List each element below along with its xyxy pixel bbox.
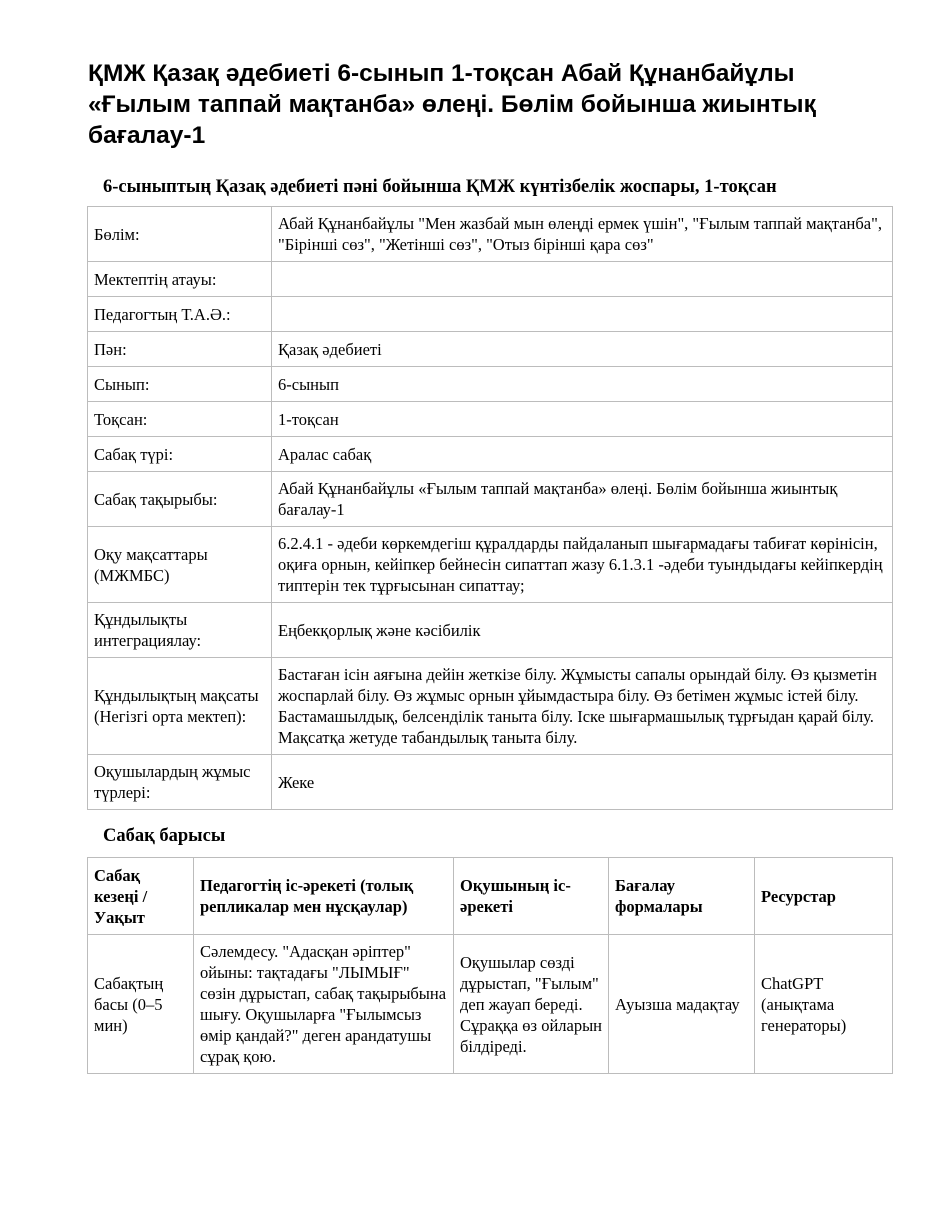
info-value: Бастаған ісін аяғына дейін жеткізе білу. Жұмысты сапалы орындай білу. Өз қызметін жоспарлай білу. Өз жұмыс орнын ұйымдастыра білу. Өз бетімен жұмыс істей білу. Бастамашылдық, белсенділік таныта білу. Іске шығармашылық тұрғыдан қарай білу. Мақсатқа жетуде табандылық таныта білу.: [272, 658, 893, 755]
table-row: [88, 297, 893, 332]
info-value: 1-тоқсан: [272, 402, 893, 437]
lesson-flow-heading: Сабақ барысы: [103, 826, 226, 846]
info-value: Абай Құнанбайұлы «Ғылым таппай мақтанба» өлеңі. Бөлім бойынша жиынтық бағалау-1: [272, 472, 893, 527]
info-label: Пән:: [88, 332, 272, 367]
lesson-info-table: [87, 206, 893, 810]
resources-cell: ChatGPT (анықтама генераторы): [755, 935, 893, 1074]
info-label: Құндылықтың мақсаты (Негізгі орта мектеп):: [88, 658, 272, 755]
column-header-resources: Ресурстар: [755, 858, 893, 935]
table-row: [88, 367, 893, 402]
info-value: Еңбекқорлық және кәсібилік: [272, 603, 893, 658]
info-label: Мектептің атауы:: [88, 262, 272, 297]
table-row: [88, 332, 893, 367]
column-header-assessment: Бағалау формалары: [609, 858, 755, 935]
info-label: Бөлім:: [88, 207, 272, 262]
info-value: Абай Құнанбайұлы "Мен жазбай мын өлеңді ермек үшін", "Ғылым таппай мақтанба", "Бірінші сөз", "Жетінші сөз", "Отыз бірінші қара сөз": [272, 207, 893, 262]
info-label: Тоқсан:: [88, 402, 272, 437]
info-label: Оқушылардың жұмыс түрлері:: [88, 755, 272, 810]
table-row: [88, 472, 893, 527]
document-title: ҚМЖ Қазақ әдебиеті 6-сынып 1-тоқсан Абай Құнанбайұлы «Ғылым таппай мақтанба» өлеңі. Бөлім бойынша жиынтық бағалау-1: [88, 60, 816, 149]
info-value: 6-сынып: [272, 367, 893, 402]
table-row: [88, 207, 893, 262]
table-row: [88, 603, 893, 658]
assessment-cell: Ауызша мадақтау: [609, 935, 755, 1074]
teacher-activity-cell: Сәлемдесу. "Адасқан әріптер" ойыны: тақтадағы "ЛЫМЫҒ" сөзін дұрыстап, сабақ тақырыбына шығу. Оқушыларға "Ғылымсыз өмір қандай?" деген арандатушы сұрақ қою.: [194, 935, 454, 1074]
info-value: Жеке: [272, 755, 893, 810]
column-header-student: Оқушының іс-әрекеті: [454, 858, 609, 935]
table-row: [88, 935, 893, 1074]
column-header-stage: Сабақ кезеңі / Уақыт: [88, 858, 194, 935]
table-row: [88, 658, 893, 755]
info-label: Сабақ тақырыбы:: [88, 472, 272, 527]
info-label: Сабақ түрі:: [88, 437, 272, 472]
info-value: Қазақ әдебиеті: [272, 332, 893, 367]
info-label: Оқу мақсаттары (МЖМБС): [88, 527, 272, 603]
table-header-row: [88, 858, 893, 935]
info-value: Аралас сабақ: [272, 437, 893, 472]
column-header-teacher: Педагогтің іс-әрекеті (толық репликалар мен нұсқаулар): [194, 858, 454, 935]
student-activity-cell: Оқушылар сөзді дұрыстап, "Ғылым" деп жауап береді. Сұраққа өз ойларын білдіреді.: [454, 935, 609, 1074]
table-row: [88, 402, 893, 437]
info-value: [272, 262, 893, 297]
info-value: [272, 297, 893, 332]
info-label: Құндылықты интеграциялау:: [88, 603, 272, 658]
table-row: [88, 262, 893, 297]
document-page: [87, 58, 893, 1074]
plan-heading: 6-сыныптың Қазақ әдебиеті пәні бойынша ҚМЖ күнтізбелік жоспары, 1-тоқсан: [103, 177, 777, 197]
lesson-stage-cell: Сабақтың басы (0–5 мин): [88, 935, 194, 1074]
info-value: 6.2.4.1 - әдеби көркемдегіш құралдарды пайдаланып шығармадағы табиғат көрінісін, оқиға орнын, кейіпкер бейнесін сипаттап жазу 6.1.3.1 -әдеби туындыдағы кейіпкердің типтерін тек тұрғысынан сипаттау;: [272, 527, 893, 603]
table-row: [88, 527, 893, 603]
lesson-flow-table: [87, 857, 893, 1074]
table-row: [88, 755, 893, 810]
table-row: [88, 437, 893, 472]
info-label: Сынып:: [88, 367, 272, 402]
info-label: Педагогтың Т.А.Ә.:: [88, 297, 272, 332]
